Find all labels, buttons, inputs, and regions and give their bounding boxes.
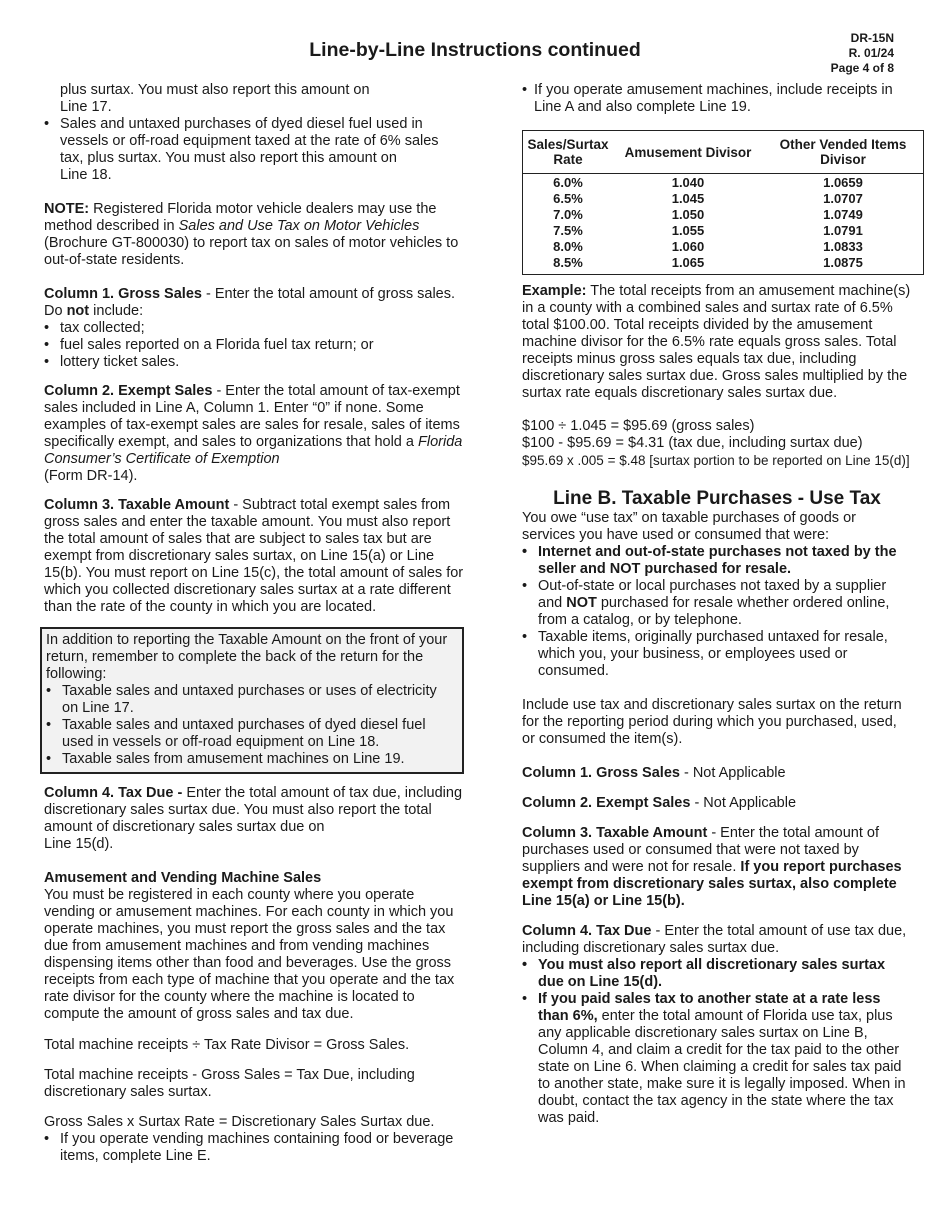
dyed-diesel-list (44, 116, 464, 167)
use-tax-list (522, 544, 912, 680)
calc-gross-sales: $100 ÷ 1.045 = $95.69 (gross sales) (522, 418, 755, 434)
list-item: • Internet and out-of-state purchases not taxed by the seller and NOT purchased for resale. (522, 544, 912, 578)
vending-list (44, 1131, 464, 1165)
list-item: • Taxable sales from amusement machines on Line 19. (46, 751, 456, 768)
column1-exclusions-list (44, 320, 464, 371)
form-id-block (831, 31, 894, 76)
list-item: • If you operate vending machines containing food or beverage items, complete Line E. (44, 1131, 464, 1165)
column2-paragraph: Column 2. Exempt Sales - Enter the total amount of tax-exempt sales included in Line A, Column 1. Enter “0” if none. Some examples of tax-exempt sales are sales for resale, sales of items specifically exempt, and sales to organizations that hold a Florida Consumer’s Certificate of Exemption (Form DR-14). (44, 383, 463, 484)
list-item: • Taxable items, originally purchased untaxed for resale, which you, your business, or employees used or consumed. (522, 629, 912, 680)
formula-gross-sales: Total machine receipts ÷ Tax Rate Divisor = Gross Sales. (44, 1037, 410, 1053)
list-item: • tax collected; (44, 320, 464, 337)
list-item: • Out-of-state or local purchases not taxed by a supplier and NOT purchased for resale whether ordered online, from a catalog, or by telephone. (522, 578, 912, 629)
list-item: • Sales and untaxed purchases of dyed diesel fuel used in vessels or off-road equipment taxed at the rate of 6% sales tax, plus surtax. You must also report this amount on (44, 116, 464, 167)
table-header-row (523, 131, 924, 174)
continued-text: plus surtax. You must also report this amount on Line 17. (60, 82, 370, 115)
column3-paragraph: Column 3. Taxable Amount - Subtract total exempt sales from gross sales and enter the taxable amount. You must also report the total amount of sales that are subject to sales tax but are exempt from discretionary sales surtax, on Line 15(a) or Line 15(b). You must report on Line 15(c), the total amount of sales for which you collected discretionary sales surtax at a rate different than the rate of the county in which you are located. (44, 497, 464, 615)
list-item: • If you paid sales tax to another state at a rate less than 6%, enter the total amount of Florida use tax, plus any applicable discretionary sales surtax on Line B, Column 4, and claim a credit for the tax paid to the other state on Line 6. When claiming a credit for sales tax paid to another state, make sure it is legally imposed. When in doubt, contact the tax agency in the state where the tax was paid. (522, 991, 912, 1127)
table-row: 6.5% 1.045 1.0707 (553, 191, 863, 206)
line-b-heading: Line B. Taxable Purchases - Use Tax (553, 488, 881, 509)
table-row: 7.5% 1.055 1.0791 (553, 223, 863, 238)
table-row: 6.0% 1.040 1.0659 (553, 175, 863, 190)
page-number: Page 4 of 8 (830, 61, 894, 75)
b-column4-list (522, 957, 912, 1127)
reminder-list (46, 683, 456, 768)
reminder-intro: In addition to reporting the Taxable Amount on the front of your return, remember to complete the back of the return for the following: (46, 632, 448, 682)
calc-surtax: $95.69 x .005 = $.48 [surtax portion to be reported on Line 15(d)] (522, 453, 910, 468)
table-row: 8.5% 1.065 1.0875 (553, 255, 863, 270)
list-item: • If you operate amusement machines, include receipts in Line A and also complete Line 19. (522, 82, 912, 116)
calc-tax-due: $100 - $95.69 = $4.31 (tax due, including surtax due) (522, 435, 863, 451)
b-column4-paragraph: Column 4. Tax Due - Enter the total amount of use tax due, including discretionary sales surtax due. (522, 923, 907, 956)
column4-paragraph: Column 4. Tax Due - Enter the total amount of tax due, including discretionary sales surtax due. You must also report the total amount of discretionary sales surtax due on Line 15(d). (44, 785, 463, 852)
include-paragraph: Include use tax and discretionary sales surtax on the return for the reporting period during which you purchased, used, or consumed the item(s). (522, 697, 902, 747)
list-item: • fuel sales reported on a Florida fuel tax return; or (44, 337, 464, 354)
b-column2-paragraph: Column 2. Exempt Sales - Not Applicable (522, 795, 797, 811)
amusement-paragraph: You must be registered in each county where you operate vending or amusement machines. For each county in which you operate machines, you must report the gross sales and the tax due from amusement machines and from vending machines dispensing items other than food and beverages. Use the gross receipts from each type of machine that you operate and the tax rate divisor for the county where the machine is located to compute the amount of gross sales and tax due. (44, 887, 455, 1022)
amusement-heading: Amusement and Vending Machine Sales (44, 870, 322, 886)
table-row: 7.0% 1.050 1.0749 (553, 207, 863, 222)
formula-tax-due: Total machine receipts - Gross Sales = Tax Due, including discretionary sales surtax. (44, 1067, 415, 1100)
list-item: • lottery ticket sales. (44, 354, 464, 371)
note-paragraph: NOTE: Registered Florida motor vehicle dealers may use the method described in Sales and Use Tax on Motor Vehicles (Brochure GT-800030) to report tax on sales of motor vehicles to out-of-state residents. (44, 201, 459, 268)
rate-header: Sales/Surtax Rate (523, 131, 614, 174)
right-column (522, 82, 912, 1127)
example-paragraph: Example: The total receipts from an amusement machine(s) in a county with a combined sales and surtax rate of 6.5% total $100.00. Total receipts divided by the amusement machine divisor for the 6.5% rate equals gross sales. Total receipts minus gross sales equals tax due, including discretionary sales surtax due. Gross sales multiplied by the surtax rate equals discretionary sales surtax due. (522, 283, 911, 401)
b-column3-paragraph: Column 3. Taxable Amount - Enter the total amount of purchases used or consumed that were not taxed by suppliers and were not for resale. If you report purchases exempt from discretionary sales surtax, also complete Line 15(a) or Line 15(b). (522, 825, 902, 909)
left-column (44, 82, 464, 1165)
other-divisor-header: Other Vended Items Divisor (763, 131, 924, 174)
list-item: • You must also report all discretionary sales surtax due on Line 15(d). (522, 957, 912, 991)
amusement-divisor-header: Amusement Divisor (613, 131, 763, 174)
divisor-table (522, 130, 924, 275)
amusement-receipts-list (522, 82, 912, 116)
dyed-diesel-line: Line 18. (60, 167, 112, 183)
form-revision: R. 01/24 (848, 46, 894, 60)
list-item: • Taxable sales and untaxed purchases of dyed diesel fuel used in vessels or off-road equipment on Line 18. (46, 717, 456, 751)
line-b-intro: You owe “use tax” on taxable purchases of goods or services you have used or consumed that were: (522, 510, 856, 543)
formula-surtax: Gross Sales x Surtax Rate = Discretionary Sales Surtax due. (44, 1114, 435, 1130)
reminder-box (40, 627, 464, 774)
b-column1-paragraph: Column 1. Gross Sales - Not Applicable (522, 765, 786, 781)
form-number: DR-15N (850, 31, 894, 45)
page-title: Line-by-Line Instructions continued (309, 39, 641, 61)
list-item: • Taxable sales and untaxed purchases or uses of electricity on Line 17. (46, 683, 456, 717)
table-row: 8.0% 1.060 1.0833 (553, 239, 863, 254)
column1-paragraph: Column 1. Gross Sales - Enter the total amount of gross sales. Do not include: (44, 286, 456, 319)
